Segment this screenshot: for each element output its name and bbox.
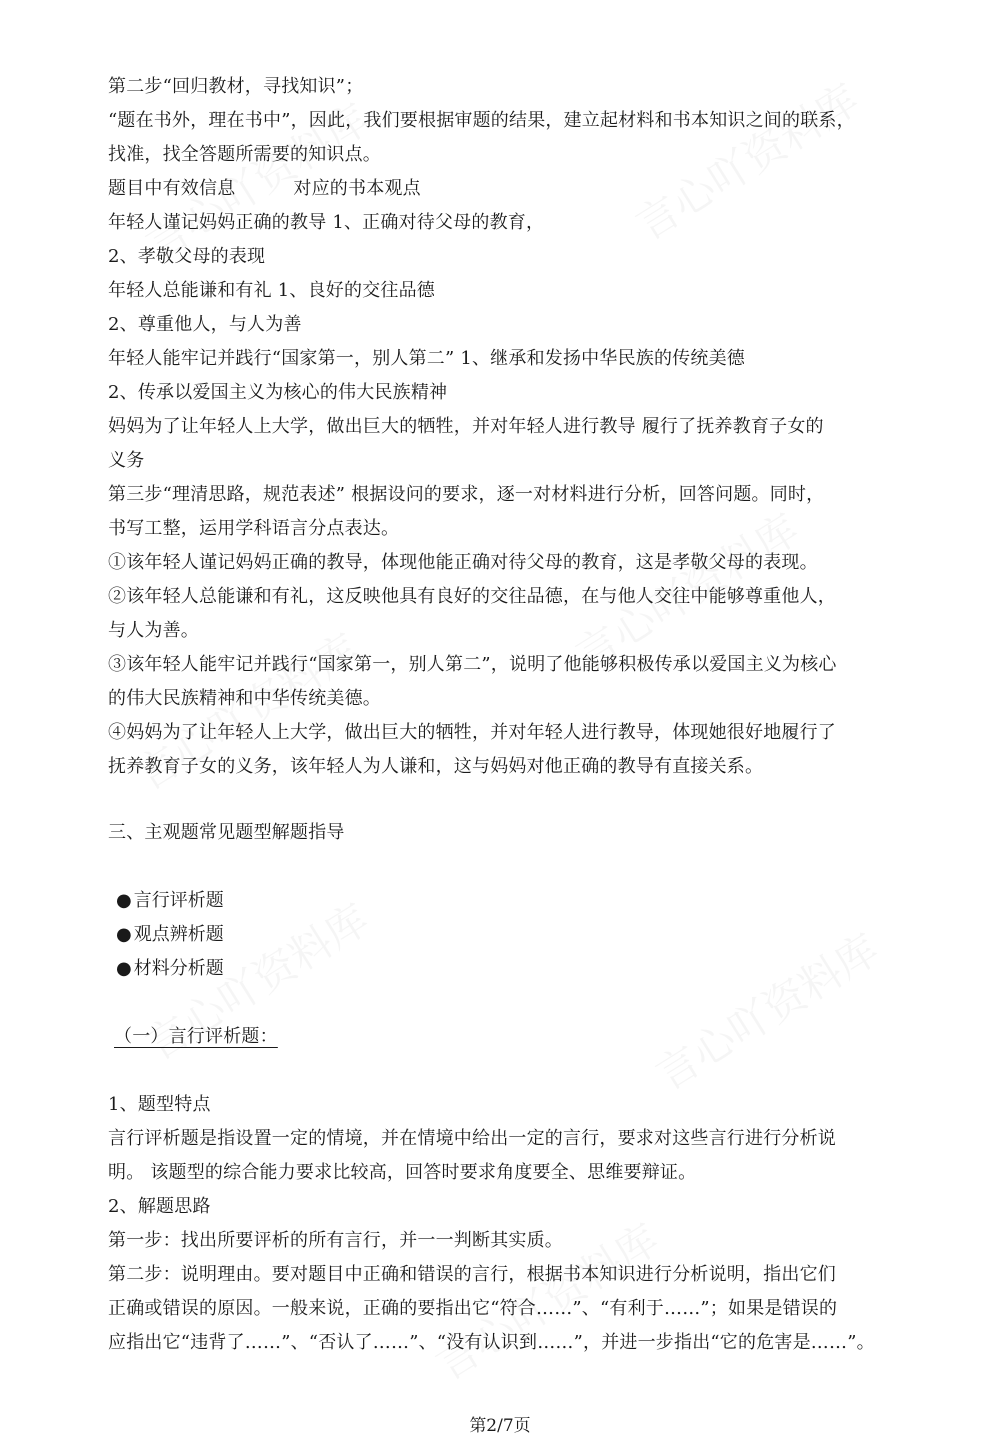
text-line: 2、尊重他人，与人为善 <box>108 314 302 335</box>
text-line: 1、题型特点 <box>108 1094 211 1115</box>
text-line: ③该年轻人能牢记并践行“国家第一，别人第二”，说明了他能够积极传承以爱国主义为核心 <box>108 654 837 675</box>
bullet-icon: ● <box>116 890 132 911</box>
bullet-item: ● 材料分析题 <box>116 958 224 979</box>
text-line: 义务 <box>108 450 145 471</box>
bullet-item: ● 观点辨析题 <box>116 924 224 945</box>
subsection-heading: （一）言行评析题： <box>114 1026 278 1047</box>
text-line: 第二步：说明理由。要对题目中正确和错误的言行，根据书本知识进行分析说明，指出它们 <box>108 1264 836 1285</box>
bullet-item: ● 言行评析题 <box>116 890 224 911</box>
text-line: 年轻人谨记妈妈正确的教导 1、正确对待父母的教育， <box>108 212 545 233</box>
page-number: 第2/7页 <box>469 1416 531 1436</box>
text-line: 2、传承以爱国主义为核心的伟大民族精神 <box>108 382 448 403</box>
text-line: “题在书外，理在书中”，因此，我们要根据审题的结果，建立起材料和书本知识之间的联系， <box>108 110 855 131</box>
table-header-line <box>108 172 908 206</box>
text-line: ①该年轻人谨记妈妈正确的教导，体现他能正确对待父母的教育，这是孝敬父母的表现。 <box>108 552 818 573</box>
text-line: 2、孝敬父母的表现 <box>108 246 266 267</box>
text-line: 第二步“回归教材，寻找知识”； <box>108 76 364 97</box>
text-line: 2、解题思路 <box>108 1196 211 1217</box>
text-line: 正确或错误的原因。一般来说，正确的要指出它“符合……”、“有利于……”；如果是错误的 <box>108 1298 838 1319</box>
text-line: 第一步：找出所要评析的所有言行，并一一判断其实质。 <box>108 1230 563 1251</box>
column-header: 题目中有效信息 <box>108 178 236 199</box>
text-line: 应指出它“违背了……”、“否认了……”、“没有认识到……”，并进一步指出“它的危害是……”。 <box>108 1332 875 1353</box>
text-line: 抚养教育子女的义务，该年轻人为人谦和，这与妈妈对他正确的教导有直接关系。 <box>108 756 764 777</box>
text-line: 第三步“理清思路，规范表述” 根据设问的要求，逐一对材料进行分析，回答问题。同时， <box>108 484 825 505</box>
text-line: 言行评析题是指设置一定的情境，并在情境中给出一定的言行，要求对这些言行进行分析说 <box>108 1128 836 1149</box>
section-heading: 三、主观题常见题型解题指导 <box>108 822 345 843</box>
body-text <box>108 70 908 1360</box>
text-line: 找准，找全答题所需要的知识点。 <box>108 144 381 165</box>
bullet-icon: ● <box>116 924 132 945</box>
text-line: ②该年轻人总能谦和有礼，这反映他具有良好的交往品德，在与他人交往中能够尊重他人， <box>108 586 836 607</box>
text-line: 年轻人能牢记并践行“国家第一，别人第二” 1、继承和发扬中华民族的传统美德 <box>108 348 745 369</box>
column-header: 对应的书本观点 <box>293 178 421 199</box>
text-line: 妈妈为了让年轻人上大学，做出巨大的牺牲，并对年轻人进行教导 履行了抚养教育子女的 <box>108 416 824 437</box>
text-line: 书写工整，运用学科语言分点表达。 <box>108 518 400 539</box>
bullet-icon: ● <box>116 958 132 979</box>
text-line: 与人为善。 <box>108 620 199 641</box>
text-line: 年轻人总能谦和有礼 1、良好的交往品德 <box>108 280 435 301</box>
text-line: ④妈妈为了让年轻人上大学，做出巨大的牺牲，并对年轻人进行教导，体现她很好地履行了 <box>108 722 836 743</box>
text-line: 明。 该题型的综合能力要求比较高，回答时要求角度要全、思维要辩证。 <box>108 1162 697 1183</box>
text-line: 的伟大民族精神和中华传统美德。 <box>108 688 381 709</box>
